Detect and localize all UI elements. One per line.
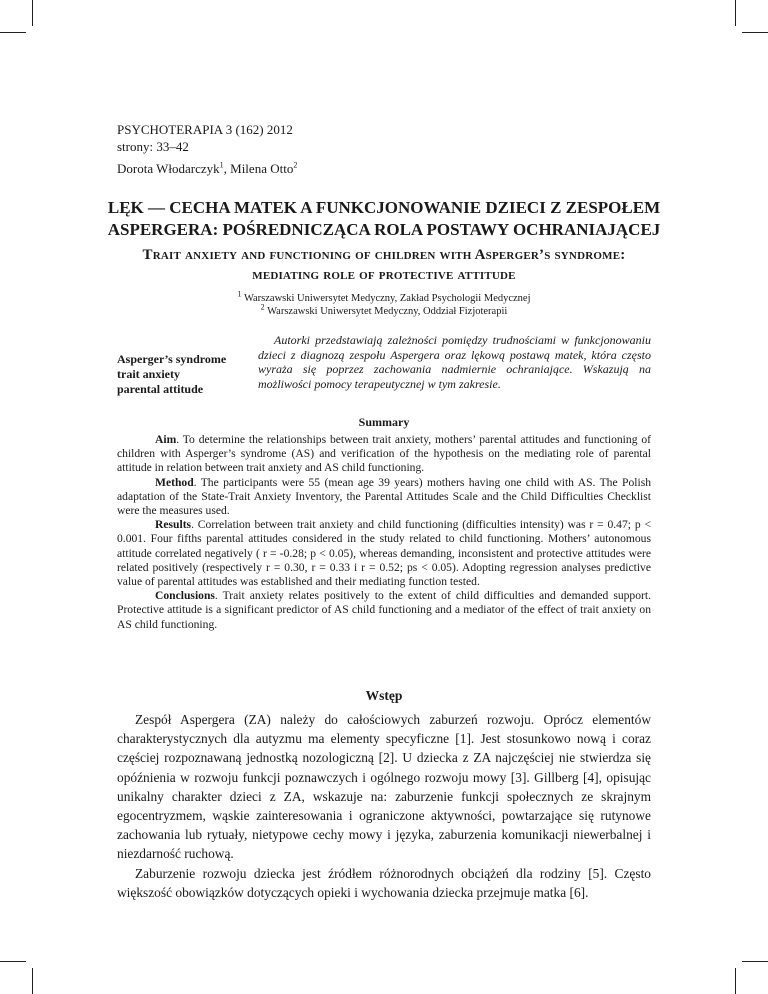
title-line: mediating role of protective attitude bbox=[252, 267, 516, 283]
section-text: . To determine the relationships between trait anxiety, mothers’ parental attitudes and functioning of children with Asperger’s syndrome (AS) and verification of the hypothesis on the mediating role of parental attitude in relation between trait anxiety and AS child functioning. bbox=[117, 433, 651, 475]
summary-paragraph bbox=[117, 518, 651, 589]
affiliation-text: Warszawski Uniwersytet Medyczny, Oddział Fizjoterapii bbox=[267, 306, 508, 317]
title-line: LĘK — CECHA MATEK A FUNKCJONOWANIE DZIECI Z ZESPOŁEM bbox=[107, 198, 661, 217]
summary-paragraph bbox=[117, 589, 651, 632]
author-name: Milena Otto bbox=[230, 161, 294, 176]
author-line bbox=[117, 161, 297, 177]
section-text: . The participants were 55 (mean age 39 years) mothers having one child with AS. The Polish adaptation of the State-Trait Anxiety Inventory, the Parental Attitudes Scale and the Child Difficulties Checklist were the measures used. bbox=[117, 475, 651, 518]
crop-mark bbox=[32, 968, 33, 994]
body-text bbox=[117, 710, 651, 902]
body-paragraph: Zespół Aspergera (ZA) należy do całościowych zaburzeń rozwoju. Oprócz elementów charakterystycznych dla autyzmu ma elementy specyficzne [1]. Jest stosunkowo nową i coraz częściej rozpoznawaną jednostką nozologiczną [2]. U dziecka z ZA najczęściej nie stwierdza się opóźnienia w rozwoju funkcji poznawczych i ogólnego rozwoju mowy [3]. Gillberg [4], opisując unikalny charakter dzieci z ZA, wskazuje na: zaburzenie funkcji społecznych ze skrajnym egocentryzmem, wąskie zainteresowania i ograniczone aktywności, powtarzające się rutynowe zachowania lub rytuały, nietypowe cechy mowy i języka, zaburzenia komunikacji niewerbalnej i niezdarność ruchową. bbox=[117, 712, 651, 862]
body-paragraph: Zaburzenie rozwoju dziecka jest źródłem różnorodnych obciążeń dla rodziny [5]. Często większość obowiązków dotyczących opieki i wychowania dziecka przejmuje matka [6]. bbox=[117, 865, 651, 900]
keyword: parental attitude bbox=[117, 382, 204, 396]
affiliation-sup: 2 bbox=[260, 302, 265, 312]
author-affiliation-sup: 2 bbox=[293, 160, 298, 170]
affiliation bbox=[60, 302, 708, 317]
crop-mark bbox=[735, 0, 736, 26]
section-text: . Correlation between trait anxiety and child functioning (difficulties intensity) was r = 0.47; p < 0.001. Four fifths parental attitudes considered in the study related to child functioning. Mothers’ autonomous attitude correlated negatively ( r = -0.28; p < 0.05), whereas demanding, inconsistent and protective attitudes were related positively (respectively r = 0.30, r = 0.33 i r = 0.52; ps < 0.05). Adopting regression analyses predictive value of parental attitudes was established and their mediating function tested. bbox=[117, 518, 651, 589]
summary-paragraph bbox=[117, 433, 651, 476]
keyword: trait anxiety bbox=[117, 367, 180, 381]
journal-title: PSYCHOTERAPIA 3 (162) 2012 bbox=[117, 122, 293, 137]
crop-mark bbox=[0, 961, 26, 962]
crop-mark bbox=[0, 32, 26, 33]
title-line: Trait anxiety and functioning of children with Asperger’s syndrome: bbox=[142, 247, 626, 263]
section-label: Conclusions bbox=[155, 589, 215, 603]
title-polish bbox=[60, 197, 708, 241]
title-english bbox=[60, 245, 708, 285]
summary-heading: Summary bbox=[358, 415, 410, 429]
keywords bbox=[117, 352, 226, 397]
affiliation-text: Warszawski Uniwersytet Medyczny, Zakład Psychologii Medycznej bbox=[243, 293, 531, 304]
crop-mark bbox=[735, 968, 736, 994]
section-label: Aim bbox=[155, 433, 177, 446]
title-line: ASPERGERA: POŚREDNICZĄCA ROLA POSTAWY OCHRANIAJĄCEJ bbox=[107, 220, 661, 239]
section-label: Results bbox=[155, 518, 192, 532]
crop-mark bbox=[742, 961, 768, 962]
affiliation-sup: 1 bbox=[237, 289, 242, 299]
section-heading: Wstęp bbox=[365, 688, 403, 703]
crop-mark bbox=[32, 0, 33, 26]
summary bbox=[117, 433, 651, 632]
page-range: strony: 33–42 bbox=[117, 139, 189, 154]
affiliation bbox=[60, 289, 708, 304]
keyword: Asperger’s syndrome bbox=[117, 352, 227, 366]
author-affiliation-sup: 1 bbox=[219, 160, 224, 170]
journal-header bbox=[117, 121, 293, 155]
author-separator: , bbox=[223, 161, 231, 176]
summary-paragraph bbox=[117, 476, 651, 519]
section-label: Method bbox=[155, 475, 194, 489]
polish-abstract: Autorki przedstawiają zależności pomiędzy trudnościami w funkcjonowaniu dzieci z diagnozą zespołu Aspergera oraz lękową postawą matek, która często wyraża się poprzez zachowania nadmiernie ochraniające. Wskazują na możliwości pomocy terapeutycznej w tym zakresie. bbox=[258, 333, 651, 391]
author-name: Dorota Włodarczyk bbox=[117, 161, 220, 176]
section-text: . Trait anxiety relates positively to the extent of child difficulties and demanded support. Protective attitude is a significant predictor of AS child functioning and a mediator of the effect of trait anxiety on AS child functioning. bbox=[117, 589, 651, 631]
crop-mark bbox=[742, 32, 768, 33]
